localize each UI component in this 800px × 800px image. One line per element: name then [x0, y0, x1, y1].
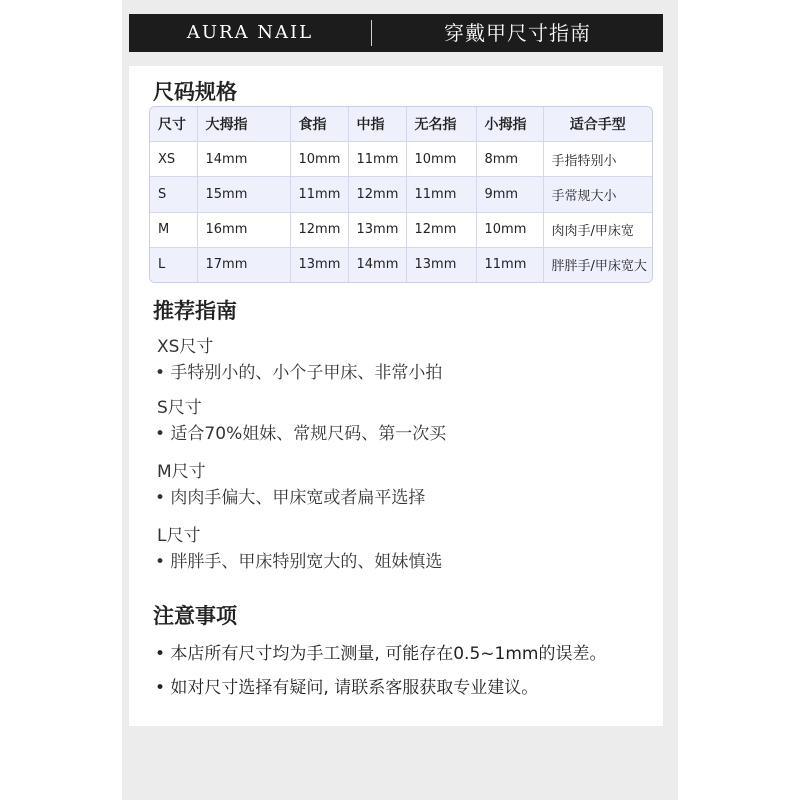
table-cell: L: [150, 247, 197, 282]
brand-logo-text: AURA NAIL: [186, 22, 314, 43]
table-cell: S: [150, 177, 197, 212]
note-item: • 如对尺寸选择有疑问, 请联系客服获取专业建议。: [155, 678, 539, 698]
recommend-size-label: L尺寸: [157, 526, 201, 546]
column-header: 食指: [290, 107, 348, 142]
size-spec-title: 尺码规格: [153, 80, 237, 104]
size-table-container: [149, 106, 653, 283]
table-cell: 12mm: [290, 212, 348, 247]
table-cell: 10mm: [290, 142, 348, 177]
recommend-size-label: M尺寸: [157, 462, 206, 482]
table-cell: 16mm: [197, 212, 290, 247]
table-cell: 14mm: [348, 247, 406, 282]
table-cell: M: [150, 212, 197, 247]
table-cell: 11mm: [348, 142, 406, 177]
recommend-size-desc: • 胖胖手、甲床特别宽大的、姐妹慎选: [155, 552, 443, 572]
table-cell: 9mm: [476, 177, 543, 212]
recommend-size-desc: • 适合70%姐妹、常规尺码、第一次买: [155, 424, 447, 444]
recommend-size-label: XS尺寸: [157, 337, 214, 357]
table-cell: 15mm: [197, 177, 290, 212]
table-cell: 10mm: [406, 142, 476, 177]
page-title: 穿戴甲尺寸指南: [444, 21, 591, 45]
table-cell: 14mm: [197, 142, 290, 177]
table-cell: 13mm: [348, 212, 406, 247]
table-cell: 13mm: [290, 247, 348, 282]
column-header: 尺寸: [150, 107, 197, 142]
table-cell: 12mm: [406, 212, 476, 247]
content-card: [129, 66, 663, 726]
column-header: 小拇指: [476, 107, 543, 142]
table-cell: 12mm: [348, 177, 406, 212]
notes-title: 注意事项: [153, 604, 237, 628]
table-cell: 11mm: [290, 177, 348, 212]
table-cell: 胖胖手/甲床宽大: [543, 247, 652, 282]
table-row: [150, 247, 652, 282]
note-item: • 本店所有尺寸均为手工测量, 可能存在0.5~1mm的误差。: [155, 644, 607, 664]
table-header-row: [150, 107, 652, 142]
column-header: 适合手型: [543, 107, 652, 142]
table-cell: XS: [150, 142, 197, 177]
table-cell: 11mm: [406, 177, 476, 212]
recommend-title: 推荐指南: [153, 299, 237, 323]
table-cell: 8mm: [476, 142, 543, 177]
table-row: [150, 142, 652, 177]
table-row: [150, 212, 652, 247]
table-cell: 10mm: [476, 212, 543, 247]
header-bar: [129, 14, 663, 52]
size-table: [150, 107, 652, 282]
table-cell: 手指特别小: [543, 142, 652, 177]
recommend-size-label: S尺寸: [157, 398, 202, 418]
table-cell: 13mm: [406, 247, 476, 282]
table-cell: 肉肉手/甲床宽: [543, 212, 652, 247]
column-header: 无名指: [406, 107, 476, 142]
table-cell: 手常规大小: [543, 177, 652, 212]
table-cell: 17mm: [197, 247, 290, 282]
column-header: 大拇指: [197, 107, 290, 142]
recommend-size-desc: • 手特别小的、小个子甲床、非常小拍: [155, 363, 443, 383]
table-cell: 11mm: [476, 247, 543, 282]
table-row: [150, 177, 652, 212]
recommend-size-desc: • 肉肉手偏大、甲床宽或者扁平选择: [155, 488, 426, 508]
column-header: 中指: [348, 107, 406, 142]
